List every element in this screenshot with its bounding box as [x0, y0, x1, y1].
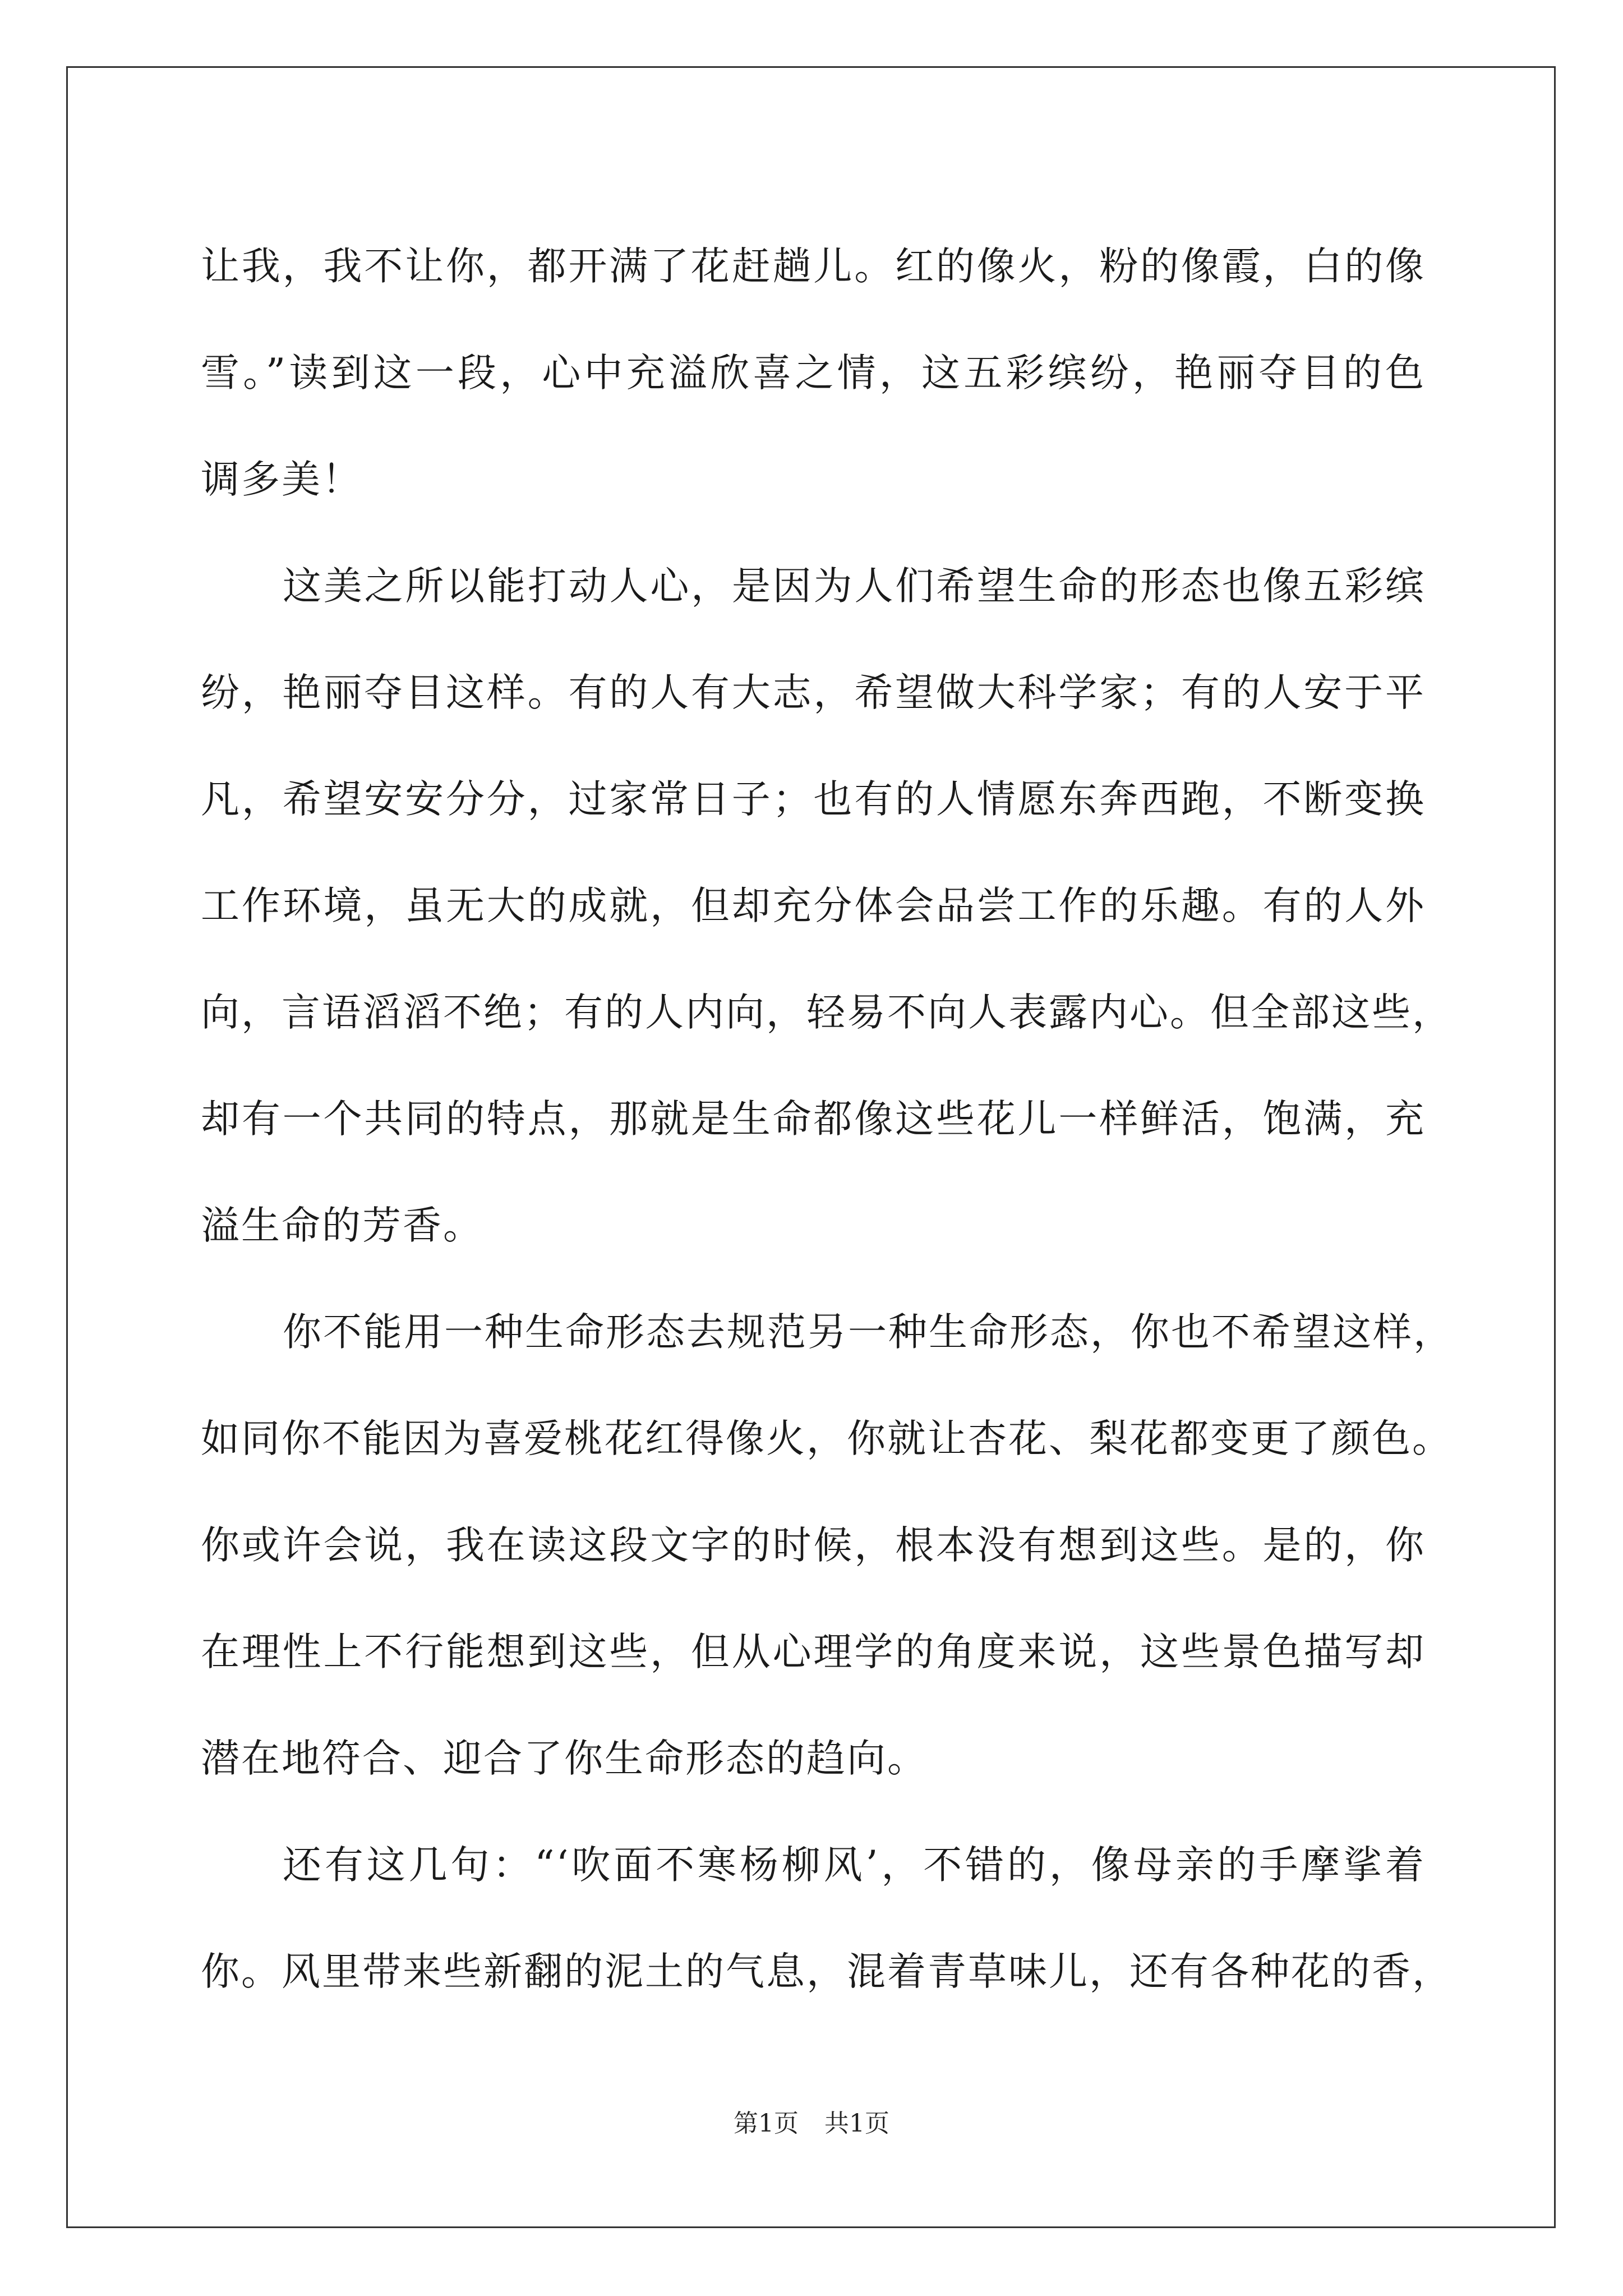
text-line: 如同你不能因为喜爱桃花红得像火，你就让杏花、梨花都变更了颜色。 [201, 1416, 1453, 1461]
text-line: 这美之所以能打动人心，是因为人们希望生命的形态也像五彩缤 [283, 564, 1426, 609]
text-line: 你。风里带来些新翻的泥土的气息，混着青草味儿，还有各种花的香， [201, 1949, 1453, 1994]
text-line: 让我，我不让你，都开满了花赶趟儿。红的像火，粉的像霞，白的像 [201, 244, 1426, 289]
text-line: 纷，艳丽夺目这样。有的人有大志，希望做大科学家；有的人安于平 [201, 670, 1426, 715]
text-line: 调多美！ [201, 457, 362, 502]
text-line: 向，言语滔滔不绝；有的人内向，轻易不向人表露内心。但全部这些， [201, 990, 1453, 1035]
text-line: 却有一个共同的特点，那就是生命都像这些花儿一样鲜活，饱满，充 [201, 1097, 1426, 1142]
text-line: 潜在地符合、迎合了你生命形态的趋向。 [201, 1736, 928, 1781]
text-line: 你不能用一种生命形态去规范另一种生命形态，你也不希望这样， [283, 1310, 1454, 1355]
text-line: 还有这几句：“‘吹面不寒杨柳风’，不错的，像母亲的手摩挲着 [283, 1843, 1426, 1888]
text-line: 在理性上不行能想到这些，但从心理学的角度来说，这些景色描写却 [201, 1630, 1426, 1674]
page-number: 第1页 [734, 2109, 799, 2138]
text-line: 凡，希望安安分分，过家常日子；也有的人情愿东奔西跑，不断变换 [201, 777, 1426, 822]
text-line: 你或许会说，我在读这段文字的时候，根本没有想到这些。是的，你 [201, 1523, 1426, 1568]
text-line: 工作环境，虽无大的成就，但却充分体会品尝工作的乐趣。有的人外 [201, 884, 1426, 928]
page-footer [0, 2107, 1623, 2141]
document-body [201, 213, 1454, 2025]
text-line: 雪。”读到这一段，心中充溢欣喜之情，这五彩缤纷，艳丽夺目的色 [201, 351, 1426, 395]
page-total: 共1页 [824, 2109, 889, 2138]
text-line: 溢生命的芳香。 [201, 1203, 483, 1248]
